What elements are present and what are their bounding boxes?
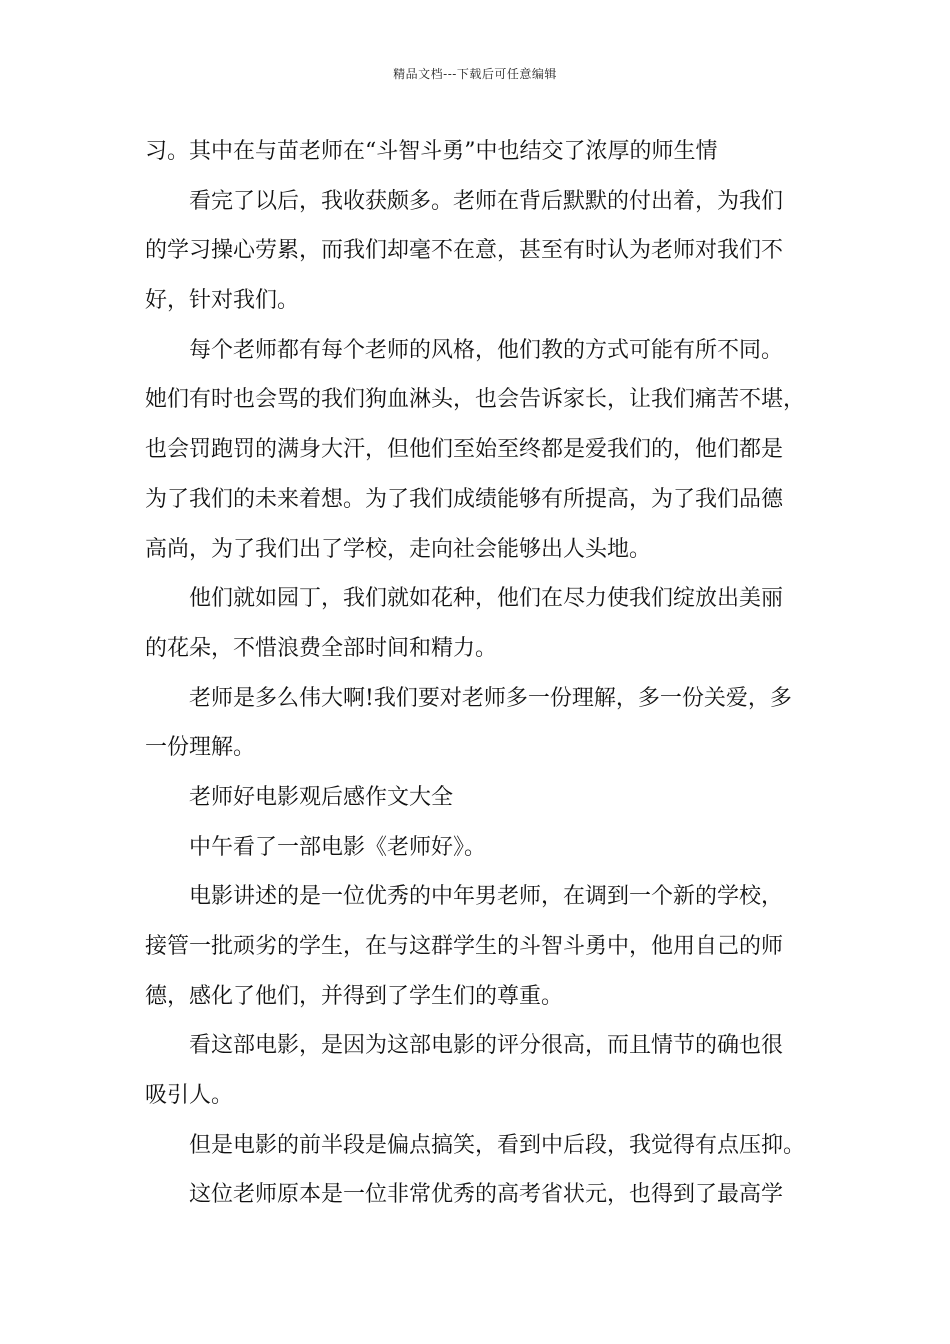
text-line: 这位老师原本是一位非常优秀的高考省状元，也得到了最高学 xyxy=(189,1182,784,1208)
text-line: 电影讲述的是一位优秀的中年男老师，在调到一个新的学校， xyxy=(189,884,784,910)
section-title: 老师好电影观后感作文大全 xyxy=(189,784,454,810)
page-header: 精品文档---下载后可任意编辑 xyxy=(393,67,557,81)
text-line: 德，感化了他们，并得到了学生们的尊重。 xyxy=(145,983,564,1009)
text-line: 他们就如园丁，我们就如花种，他们在尽力使我们绽放出美丽 xyxy=(189,586,784,612)
text-line: 但是电影的前半段是偏点搞笑，看到中后段，我觉得有点压抑。 xyxy=(189,1132,806,1158)
text-line: 为了我们的未来着想。为了我们成绩能够有所提高，为了我们品德 xyxy=(145,486,784,512)
text-line: 她们有时也会骂的我们狗血淋头，也会告诉家长，让我们痛苦不堪， xyxy=(145,387,806,413)
text-line: 的学习操心劳累，而我们却毫不在意，甚至有时认为老师对我们不 xyxy=(145,238,784,264)
text-line: 高尚，为了我们出了学校，走向社会能够出人头地。 xyxy=(145,536,652,562)
text-line: 也会罚跑罚的满身大汗，但他们至始至终都是爱我们的，他们都是 xyxy=(145,437,784,463)
text-line: 的花朵，不惜浪费全部时间和精力。 xyxy=(145,635,498,661)
text-line: 中午看了一部电影《老师好》。 xyxy=(189,834,487,860)
text-line: 看这部电影，是因为这部电影的评分很高，而且情节的确也很 xyxy=(189,1033,784,1059)
text-line: 好，针对我们。 xyxy=(145,288,300,314)
text-line: 习。其中在与苗老师在“斗智斗勇”中也结交了浓厚的师生情 xyxy=(145,139,718,164)
text-line: 一份理解。 xyxy=(145,735,256,761)
text-line: 看完了以后，我收获颇多。老师在背后默默的付出着，为我们 xyxy=(189,188,784,214)
body-text xyxy=(145,127,817,1220)
text-line: 接管一批顽劣的学生，在与这群学生的斗智斗勇中，他用自己的师 xyxy=(145,934,784,959)
text-line: 每个老师都有每个老师的风格，他们教的方式可能有所不同。 xyxy=(189,337,784,363)
text-line: 老师是多么伟大啊!我们要对老师多一份理解，多一份关爱，多 xyxy=(189,685,792,711)
text-line: 吸引人。 xyxy=(145,1083,234,1109)
